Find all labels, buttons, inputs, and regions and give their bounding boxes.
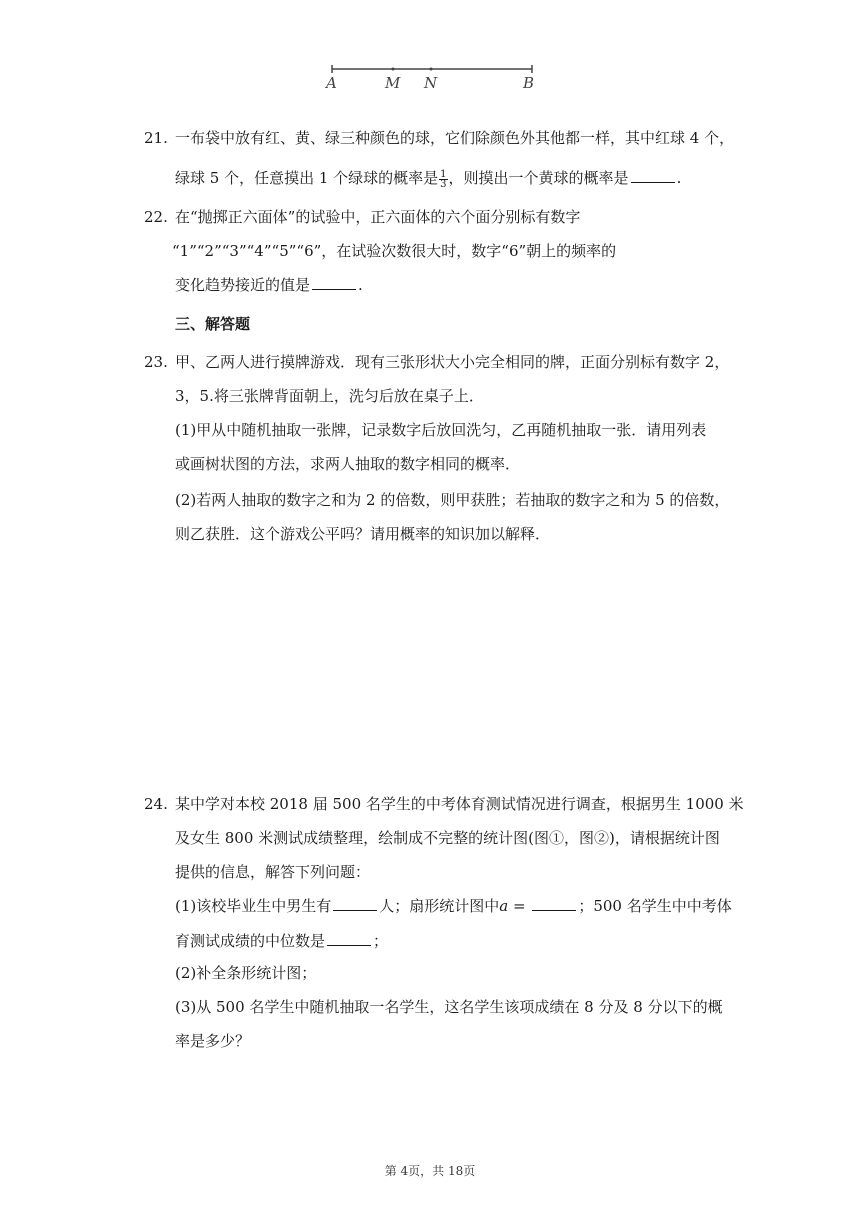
answer-blank[interactable] bbox=[312, 275, 356, 290]
question-text: 则乙获胜．这个游戏公平吗？请用概率的知识加以解释． bbox=[175, 525, 551, 543]
page-footer: 第 4页，共 18页 bbox=[384, 1164, 476, 1178]
text-fragment: 绿球 5 个，任意摸出 1 个绿球的概率是 bbox=[175, 169, 439, 187]
question-text bbox=[175, 275, 363, 295]
fraction bbox=[439, 170, 447, 189]
answer-blank[interactable] bbox=[532, 896, 576, 911]
text-fragment: . bbox=[358, 276, 363, 294]
text-fragment: 育测试成绩的中位数是 bbox=[175, 932, 326, 950]
text-fragment: (1)该校毕业生中男生有 bbox=[175, 897, 332, 915]
answer-blank[interactable] bbox=[327, 931, 371, 946]
question-text: (1)甲从中随机抽取一张牌，记录数字后放回洗匀，乙再随机抽取一张．请用列表 bbox=[175, 421, 707, 439]
question-text: 在“抛掷正六面体”的试验中，正六面体的六个面分别标有数字 bbox=[175, 208, 581, 226]
point-m bbox=[392, 68, 395, 71]
question-text bbox=[175, 896, 732, 916]
question-text: 率是多少？ bbox=[175, 1032, 251, 1050]
question-text: 一布袋中放有红、黄、绿三种颜色的球，它们除颜色外其他都一样，其中红球 4 个， bbox=[175, 129, 735, 147]
question-text: 某中学对本校 2018 届 500 名学生的中考体育测试情况进行调查，根据男生 1000 米 bbox=[175, 795, 744, 813]
question-text: 提供的信息，解答下列问题： bbox=[175, 863, 371, 881]
question-text: 3，5.将三张牌背面朝上，洗匀后放在桌子上． bbox=[175, 387, 484, 405]
text-fragment: . bbox=[676, 169, 682, 187]
text-fragment: = bbox=[508, 897, 531, 915]
segment-diagram bbox=[320, 60, 550, 94]
label-m: M bbox=[385, 74, 401, 92]
text-fragment: 人；扇形统计图中 bbox=[379, 897, 500, 915]
point-n bbox=[430, 68, 433, 71]
text-fragment: ，则摸出一个黄球的概率是 bbox=[448, 169, 629, 187]
text-fragment: ；500 名学生中中考体 bbox=[578, 897, 732, 915]
question-number: 21. bbox=[144, 129, 168, 147]
question-text bbox=[175, 168, 681, 189]
question-text bbox=[175, 931, 388, 951]
section-heading: 三、解答题 bbox=[175, 315, 251, 333]
question-text: (2)补全条形统计图； bbox=[175, 964, 317, 982]
variable-a: a bbox=[499, 897, 509, 915]
question-number: 23. bbox=[144, 353, 168, 371]
text-fragment: 变化趋势接近的值是 bbox=[175, 276, 311, 294]
fraction-numerator: 1 bbox=[440, 168, 447, 180]
fraction-denominator: 3 bbox=[440, 178, 447, 190]
label-b: B bbox=[523, 74, 535, 92]
question-text: 或画树状图的方法，求两人抽取的数字相同的概率． bbox=[175, 455, 521, 473]
question-text: (3)从 500 名学生中随机抽取一名学生，这名学生该项成绩在 8 分及 8 分以下的概 bbox=[175, 998, 723, 1016]
label-a: A bbox=[326, 74, 337, 92]
label-n: N bbox=[424, 74, 438, 92]
question-number: 24. bbox=[144, 795, 168, 813]
question-text: “1”“2”“3”“4”“5”“6”，在试验次数很大时，数字“6”朝上的频率的 bbox=[172, 242, 617, 260]
answer-blank[interactable] bbox=[333, 896, 377, 911]
question-text: (2)若两人抽取的数字之和为 2 的倍数，则甲获胜；若抽取的数字之和为 5 的倍数， bbox=[175, 491, 730, 509]
question-text: 及女生 800 米测试成绩整理，绘制成不完整的统计图(图①，图②)，请根据统计图 bbox=[175, 829, 720, 847]
question-number: 22. bbox=[144, 208, 168, 226]
answer-blank[interactable] bbox=[631, 168, 675, 183]
text-fragment: ； bbox=[373, 932, 389, 950]
question-text: 甲、乙两人进行摸牌游戏．现有三张形状大小完全相同的牌，正面分别标有数字 2， bbox=[175, 353, 730, 371]
